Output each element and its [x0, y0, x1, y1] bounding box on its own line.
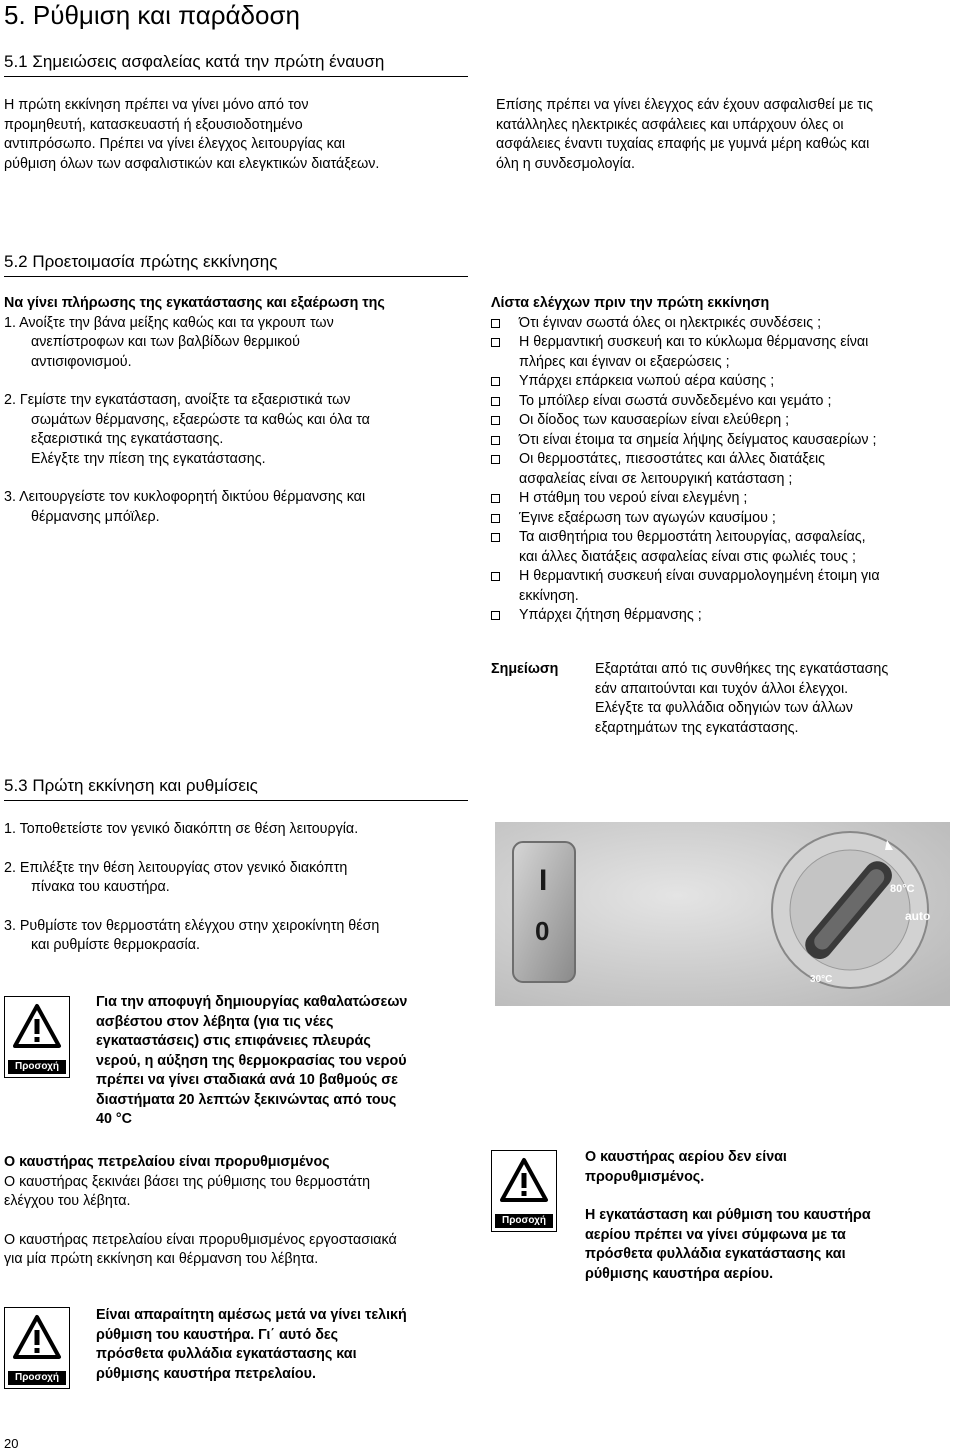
checklist-item: Οι θερμοστάτες, πιεσοστάτες και άλλες διατάξεις ασφαλείας είναι σε λειτουργική κατάσταση ;	[491, 450, 956, 489]
page-number: 20	[4, 1436, 19, 1451]
gas-burner-text: Ο καυστήρας αερίου δεν είναι προρυθμισμένος. Η εγκατάσταση και ρύθμιση του καυστήρα αερίου πρέπει να γίνει σύμφωνα με τα πρόσθετα φυλλάδια εγκατάστασης και ρύθμισης καυστήρα αερίου.	[585, 1149, 871, 1282]
warning-lime-text: Για την αποφυγή δημιουργίας καθαλατώσεων ασβέστου στον λέβητα (για τις νέες εγκαταστάσεις) στις επιφάνειες πλευράς νερού, η αύξηση της θερμοκρασίας του νερού πρέπει να γίνει σταδιακά ανά 10 βαθμούς σε διαστήματα 20 λεπτών ξεκινώντας από τους 40 °C	[96, 994, 408, 1127]
oil-burner-text: Ο καυστήρας πετρελαίου είναι προρυθμισμένος Ο καυστήρας ξεκινάει βάσει της ρύθμισης του θερμοστάτη ελέγχου του λέβητα. Ο καυστήρας πετρελαίου είναι προρυθμισμένος εργοστασιακά για μία πρώτη εκκίνηση και θέρμανση του λέβητα.	[4, 1154, 397, 1267]
warning-icon: Προσοχή	[4, 996, 70, 1078]
section-5-1-title: 5.1 Σημειώσεις ασφαλείας κατά την πρώτη έναυση	[4, 52, 385, 71]
fill-heading: Να γίνει πλήρωσης της εγκατάστασης και εξαέρωση της	[4, 295, 385, 311]
step-1: 1. Ανοίξτε την βάνα μείξης καθώς και τα γκρουπ των ανεπίστροφων και των βαλβίδων θερμικού αντισιφονισμού.	[4, 314, 334, 370]
final-adjustment-warning: Είναι απαραίτητη αμέσως μετά να γίνει τελική ρύθμιση του καυστήρα. Γι΄ αυτό δες πρόσθετα φυλλάδια εγκατάστασης και ρύθμισης καυστήρα πετρελαίου.	[96, 1307, 407, 1382]
checkbox-icon	[491, 319, 500, 328]
line: Η πρώτη εκκίνηση πρέπει να γίνει μόνο από τον	[4, 97, 309, 113]
note-text: Εξαρτάται από τις συνθήκες της εγκατάστασης εάν απαιτούνται και τυχόν άλλοι έλεγχοι. Ελέγξτε τα φυλλάδια οδηγιών των άλλων εξαρτημάτων της εγκατάστασης.	[595, 661, 889, 736]
checklist-item: Υπάρχει ζήτηση θέρμανσης ;	[491, 606, 956, 626]
divider	[4, 276, 468, 277]
warning-icon: Προσοχή	[4, 1307, 70, 1389]
s51-left-text	[4, 96, 474, 174]
step-2: 2. Γεμίστε την εγκατάσταση, ανοίξτε τα εξαεριστικά των σωμάτων θέρμανσης, εξαερώστε τα καθώς και όλα τα εξαεριστικά της εγκατάστασης. Ελέγξτε την πίεση της εγκατάστασης.	[4, 392, 370, 467]
step-3: 3. Λειτουργείστε τον κυκλοφορητή δικτύου θέρμανσης και θέρμανσης μπόϊλερ.	[4, 489, 366, 525]
checklist-item: Τα αισθητήρια του θερμοστάτη λειτουργίας, ασφαλείας, και άλλες διατάξεις ασφαλείας είναι στις φωλιές τους ;	[491, 528, 956, 567]
checkbox-icon	[491, 416, 500, 425]
checkbox-icon	[491, 338, 500, 347]
checklist-item: Η θερμαντική συσκευή και το κύκλωμα θέρμανσης είναι πλήρες και έγιναν οι εξαερώσεις ;	[491, 333, 956, 372]
line: ρύθμιση όλων των ασφαλιστικών και ελεγκτικών διατάξεων.	[4, 155, 380, 172]
checkbox-icon	[491, 572, 500, 581]
line: αντιπρόσωπο. Πρέπει να γίνει έλεγχος λειτουργίας και	[4, 136, 346, 152]
page-title: 5. Ρύθμιση και παράδοση	[4, 0, 300, 30]
divider	[4, 800, 468, 801]
line: Επίσης πρέπει να γίνει έλεγχος εάν έχουν ασφαλισθεί με τις	[496, 97, 874, 113]
checklist	[491, 294, 956, 626]
checkbox-icon	[491, 514, 500, 523]
checkbox-icon	[491, 436, 500, 445]
checklist-item: Έγινε εξαέρωση των αγωγών καυσίμου ;	[491, 509, 956, 529]
checklist-item: Ότι έγιναν σωστά όλες οι ηλεκτρικές συνδέσεις ;	[491, 314, 956, 334]
switch-off-label: 0	[535, 916, 550, 946]
checklist-item: Η θερμαντική συσκευή είναι συναρμολογημένη έτοιμη για εκκίνηση.	[491, 567, 956, 606]
switch-on-label: I	[539, 864, 548, 897]
s51-right-text	[496, 96, 956, 174]
s53-steps	[4, 820, 474, 956]
dial-label-low: 30°C	[810, 974, 833, 985]
checkbox-icon	[491, 397, 500, 406]
step-3: 3. Ρυθμίστε τον θερμοστάτη ελέγχου στην χειροκίνητη θέση και ρυθμίστε θερμοκρασία.	[4, 917, 380, 953]
rocker-switch	[513, 842, 575, 982]
step-2: 2. Επιλέξτε την θέση λειτουργίας στον γενικό διακόπτη πίνακα του καυστήρα.	[4, 859, 348, 895]
checklist-item: Η στάθμη του νερού είναι ελεγμένη ;	[491, 489, 956, 509]
divider	[4, 76, 468, 77]
checklist-item: Οι δίοδος των καυσαερίων είναι ελεύθερη ;	[491, 411, 956, 431]
section-5-3-title: 5.3 Πρώτη εκκίνηση και ρυθμίσεις	[4, 776, 258, 795]
line: όλη η συνδεσμολογία.	[496, 155, 635, 172]
note-label: Σημείωση	[491, 661, 559, 677]
dial-label-high: 80°C	[890, 883, 915, 895]
line: ασφάλειες έναντι τυχαίας επαφής με γυμνά μέρη καθώς και	[496, 136, 870, 152]
checkbox-icon	[491, 455, 500, 464]
checkbox-icon	[491, 533, 500, 542]
checklist-item: Το μπόϊλερ είναι σωστά συνδεδεμένο και γεμάτο ;	[491, 392, 956, 412]
section-5-2-title: 5.2 Προετοιμασία πρώτης εκκίνησης	[4, 252, 278, 271]
line: προμηθευτή, κατασκευαστή ή εξουσιοδοτημένο	[4, 116, 303, 133]
s52-left-column	[4, 294, 474, 527]
checklist-title: Λίστα ελέγχων πριν την πρώτη εκκίνηση	[491, 295, 770, 311]
line: κατάλληλες ηλεκτρικές ασφάλειες και υπάρχουν όλες οι	[496, 116, 844, 133]
step-1: 1. Τοποθετείστε τον γενικό διακόπτη σε θέση λειτουργία.	[4, 821, 359, 837]
checklist-item: Ότι είναι έτοιμα τα σημεία λήψης δείγματος καυσαερίων ;	[491, 431, 956, 451]
dial-label-auto: auto	[905, 909, 931, 923]
checkbox-icon	[491, 377, 500, 386]
control-panel-photo	[495, 822, 950, 1006]
checklist-item: Υπάρχει επάρκεια νωπού αέρα καύσης ;	[491, 372, 956, 392]
checkbox-icon	[491, 611, 500, 620]
warning-icon: Προσοχή	[491, 1150, 557, 1232]
checkbox-icon	[491, 494, 500, 503]
